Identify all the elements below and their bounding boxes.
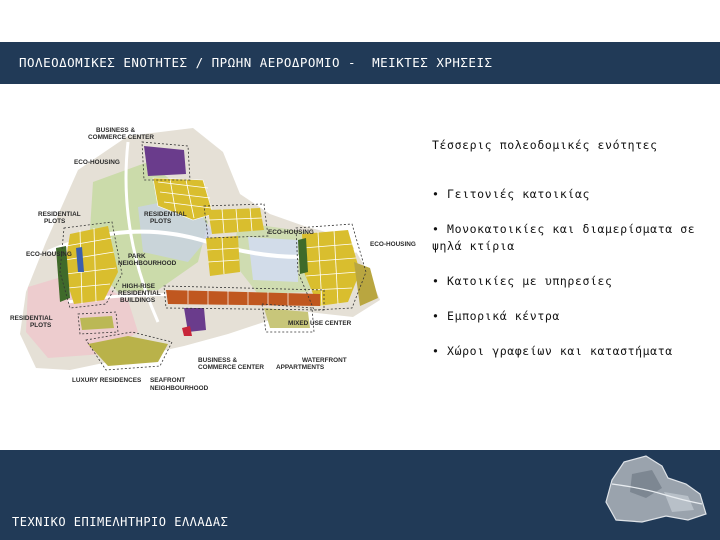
content-subtitle: Τέσσερις πολεοδομικές ενότητες xyxy=(432,138,658,152)
label-highrise-3: BUILDINGS xyxy=(120,297,156,304)
luxury-plots xyxy=(80,316,114,330)
label-highrise-2: RESIDENTIAL xyxy=(118,290,161,297)
label-seafront-2: NEIGHBOURHOOD xyxy=(150,385,209,392)
label-res-bl-2: PLOTS xyxy=(30,322,52,329)
label-mixed: MIXED USE CENTER xyxy=(288,320,352,327)
bullet-item: • Γειτονιές κατοικίας xyxy=(432,187,590,201)
label-highrise: HIGH-RISE xyxy=(122,283,156,290)
light-blue-zone xyxy=(248,237,298,282)
label-luxury: LUXURY RESIDENCES xyxy=(72,377,142,384)
site-outline-logo xyxy=(602,454,712,526)
label-business-top-2: COMMERCE CENTER xyxy=(88,134,155,141)
content-panel xyxy=(432,138,704,378)
masterplan-map xyxy=(8,122,418,397)
label-park-2: NEIGHBOURHOOD xyxy=(118,260,177,267)
label-business-bottom-2: COMMERCE CENTER xyxy=(198,364,265,371)
label-res-mid: RESIDENTIAL xyxy=(144,211,187,218)
footer-text: ΤΕΧΝΙΚΟ ΕΠΙΜΕΛΗΤΗΡΙΟ ΕΛΛΑΔΑΣ xyxy=(12,515,229,529)
bullet-item: • Κατοικίες με υπηρεσίες xyxy=(432,274,613,288)
bullet-item: • Χώροι γραφείων και καταστήματα xyxy=(432,344,673,358)
label-res-left: RESIDENTIAL xyxy=(38,211,81,218)
slide-title: ΠΟΛΕΟΔΟΜΙΚΕΣ ΕΝΟΤΗΤΕΣ / ΠΡΩΗΝ ΑΕΡΟΔΡΟΜΙΟ - ΜΕΙΚΤΕΣ ΧΡΗΣΕΙΣ xyxy=(19,55,493,70)
label-seafront: SEAFRONT xyxy=(150,377,186,384)
label-eco-left: ECO-HOUSING xyxy=(26,251,72,258)
commerce-block-top xyxy=(144,146,186,176)
label-business-top: BUSINESS & xyxy=(96,127,136,134)
label-res-left-2: PLOTS xyxy=(44,218,66,225)
label-business-bottom: BUSINESS & xyxy=(198,357,238,364)
label-res-mid-2: PLOTS xyxy=(150,218,172,225)
label-eco-top: ECO-HOUSING xyxy=(74,159,120,166)
label-waterfront: WATERFRONT xyxy=(302,357,347,364)
bullet-item: • Εμπορικά κέντρα xyxy=(432,309,560,323)
label-eco-center: ECO-HOUSING xyxy=(268,229,314,236)
bullet-item: • Μονοκατοικίες και διαμερίσματα σε ψηλά κτίρια xyxy=(432,222,696,253)
label-eco-right: ECO-HOUSING xyxy=(370,241,416,248)
label-park: PARK xyxy=(128,253,146,260)
label-waterfront-2: APPARTMENTS xyxy=(276,364,325,371)
label-res-bl: RESIDENTIAL xyxy=(10,315,53,322)
